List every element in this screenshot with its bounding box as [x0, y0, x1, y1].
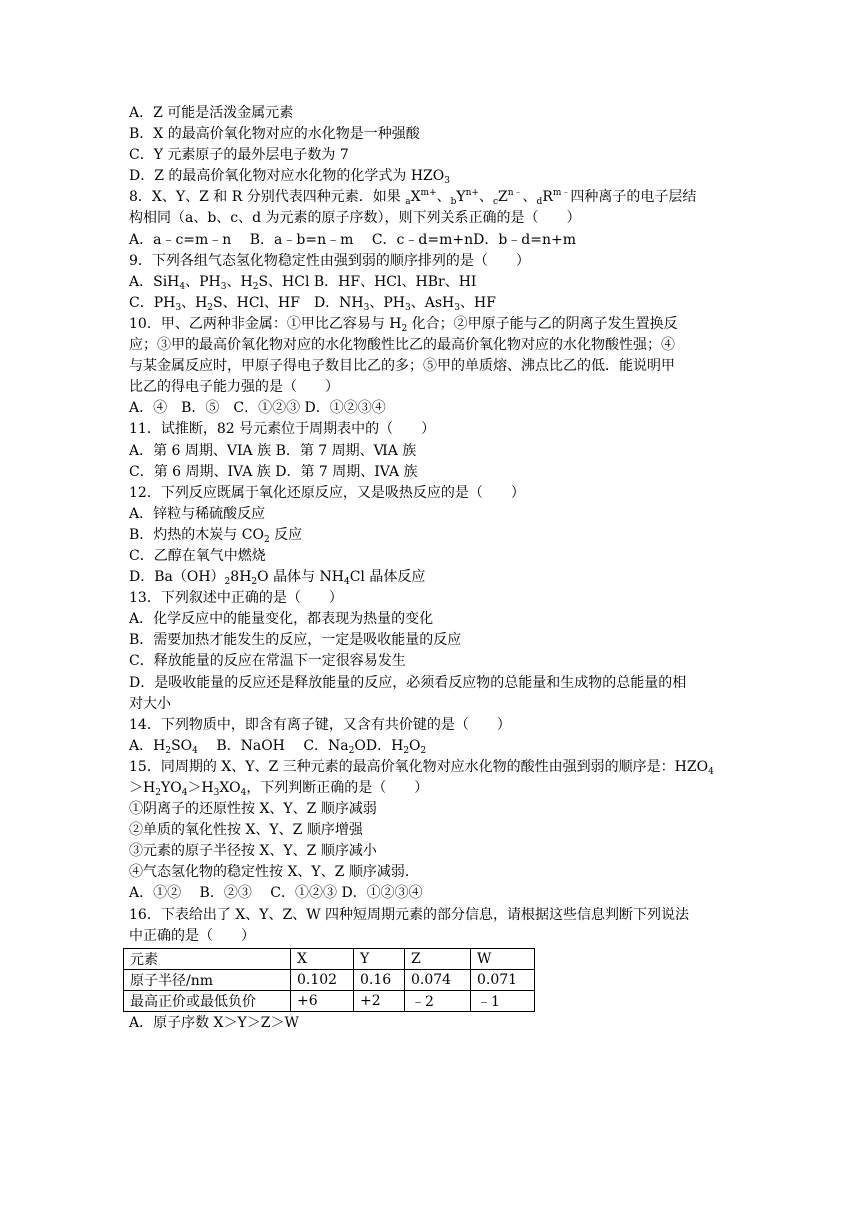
text-line: 13．下列叙述中正确的是（ ）: [129, 590, 343, 607]
text-line: 中正确的是（ ）: [129, 927, 255, 944]
text-line: A．$H_2SO_4$ B．NaOH C．$Na_2OD$．$H_2O_2$: [129, 737, 427, 756]
text-line: 应；③甲的最高价氧化物对应的水化物酸性比乙的最高价氧化物对应的水化物酸性强；④: [129, 337, 675, 354]
text-line: A．锌粒与稀硫酸反应: [129, 505, 266, 522]
text-line: B．灼热的木炭与 $CO_2$ 反应: [129, 526, 303, 545]
table-row: [124, 969, 535, 990]
text-line: C．乙醇在氧气中燃烧: [129, 547, 266, 564]
text-line: A．化学反应中的能量变化，都表现为热量的变化: [129, 611, 434, 628]
text-line: 12．下列反应既属于氧化还原反应，又是吸热反应的是（ ）: [129, 484, 525, 501]
text-line: A．第 6 周期、VIA 族 B．第 7 周期、ⅥA 族: [129, 442, 417, 459]
text-line: 15．同周期的 X、Y、Z 三种元素的最高价氧化物对应水化物的酸性由强到弱的顺序是：$HZO_4$: [129, 758, 714, 777]
text-line: C．Y 元素原子的最外层电子数为 7: [129, 147, 349, 164]
table-header-cell: Z: [405, 948, 471, 969]
question-lines-after-table: [129, 1013, 729, 1034]
table-cell: +6: [291, 990, 354, 1011]
text-line: 9．下列各组气态氢化物稳定性由强到弱的顺序排列的是（ ）: [129, 252, 530, 269]
table-header-row: [124, 948, 535, 969]
text-line: ③元素的原子半径按 X、Y、Z 顺序减小: [129, 843, 377, 860]
text-line: 14．下列物质中，即含有离子键，又含有共价键的是（ ）: [129, 716, 511, 733]
text-line: C．释放能量的反应在常温下一定很容易发生: [129, 653, 406, 670]
table-cell: +2: [354, 990, 405, 1011]
text-line: 16．下表给出了 X、Y、Z、W 四种短周期元素的部分信息，请根据这些信息判断下列说法: [129, 906, 690, 923]
table-header-cell: 元素: [124, 948, 291, 969]
table-header-cell: W: [471, 948, 535, 969]
text-line: 对大小: [129, 695, 171, 712]
text-line: 11．试推断，82 号元素位于周期表中的（ ）: [129, 421, 436, 438]
table-row: [124, 990, 535, 1011]
table-header-cell: X: [291, 948, 354, 969]
table-cell: 0.071: [471, 969, 535, 990]
text-line: ④气态氢化物的稳定性按 X、Y、Z 顺序减弱．: [129, 864, 419, 881]
table-cell: 0.074: [405, 969, 471, 990]
text-line: A．a﹣c=m﹣n B．a﹣b=n﹣m C．c﹣d=m+nD．b﹣d=n+m: [129, 231, 577, 248]
text-line: A．④ B．⑤ C．①②③ D．①②③④: [129, 400, 386, 417]
text-line: 比乙的得电子能力强的是（ ）: [129, 379, 339, 396]
table-cell: 原子半径/nm: [124, 969, 291, 990]
text-line: 构相同（a、b、c、d 为元素的原子序数），则下列关系正确的是（ ）: [129, 210, 581, 227]
text-line: D．是吸收能量的反应还是释放能量的反应，必须看反应物的总能量和生成物的总能量的相: [129, 674, 687, 691]
question-lines: [129, 103, 729, 947]
text-line: A．SiH$_4$、$PH_3$、$H_2S$、HCl B．HF、HCl、HBr、HI: [129, 273, 477, 292]
text-line: ①阴离子的还原性按 X、Y、Z 顺序减弱: [129, 801, 377, 818]
table-header-cell: Y: [354, 948, 405, 969]
text-line: 8．X、Y、Z 和 R 分别代表四种元素．如果 $_aX^{m+}$、$_bY^{n+}$、$_cZ^{n﹣}$、$_dR^{m﹣}$四种离子的电子层结: [129, 188, 697, 208]
text-line: A．①② B．②③ C．①②③ D．①②③④: [129, 885, 423, 902]
text-line: A．Z 可能是活泼金属元素: [129, 105, 294, 121]
text-line: 与某金属反应时，甲原子得电子数目比乙的多；⑤甲的单质熔、沸点比乙的低．能说明甲: [129, 358, 675, 375]
table-cell: ﹣2: [405, 990, 471, 1011]
table-cell: 0.102: [291, 969, 354, 990]
text-line: A．原子序数 X＞Y＞Z＞W: [129, 1014, 299, 1031]
text-line: ②单质的氧化性按 X、Y、Z 顺序增强: [129, 822, 363, 839]
text-line: $>H_2YO_4>H_3XO_4$，下列判断正确的是（ ）: [129, 780, 429, 798]
text-line: 10．甲、乙两种非金属：①甲比乙容易与 $H_2$ 化合；②甲原子能与乙的阴离子发生置换反: [129, 315, 678, 334]
text-line: D．$Ba(OH)_28H_2O$ 晶体与 $NH_4Cl$ 晶体反应: [129, 569, 426, 588]
text-line: C．第 6 周期、IVA 族 D．第 7 周期、IVA 族: [129, 463, 418, 480]
text-line: B．X 的最高价氧化物对应的水化物是一种强酸: [129, 126, 420, 143]
table-cell: 最高正价或最低负价: [124, 990, 291, 1011]
question-text: [129, 103, 729, 1034]
table-cell: 0.16: [354, 969, 405, 990]
text-line: D．Z 的最高价氧化物对应水化物的化学式为 $HZO_3$: [129, 168, 450, 187]
text-line: C．$PH_3$、$H_2S$、HCl、HF D．$NH_3$、$PH_3$、AsH$_3$、HF: [129, 294, 496, 313]
text-line: B．需要加热才能发生的反应，一定是吸收能量的反应: [129, 632, 462, 649]
table-cell: ﹣1: [471, 990, 535, 1011]
element-info-table: [123, 948, 535, 1012]
